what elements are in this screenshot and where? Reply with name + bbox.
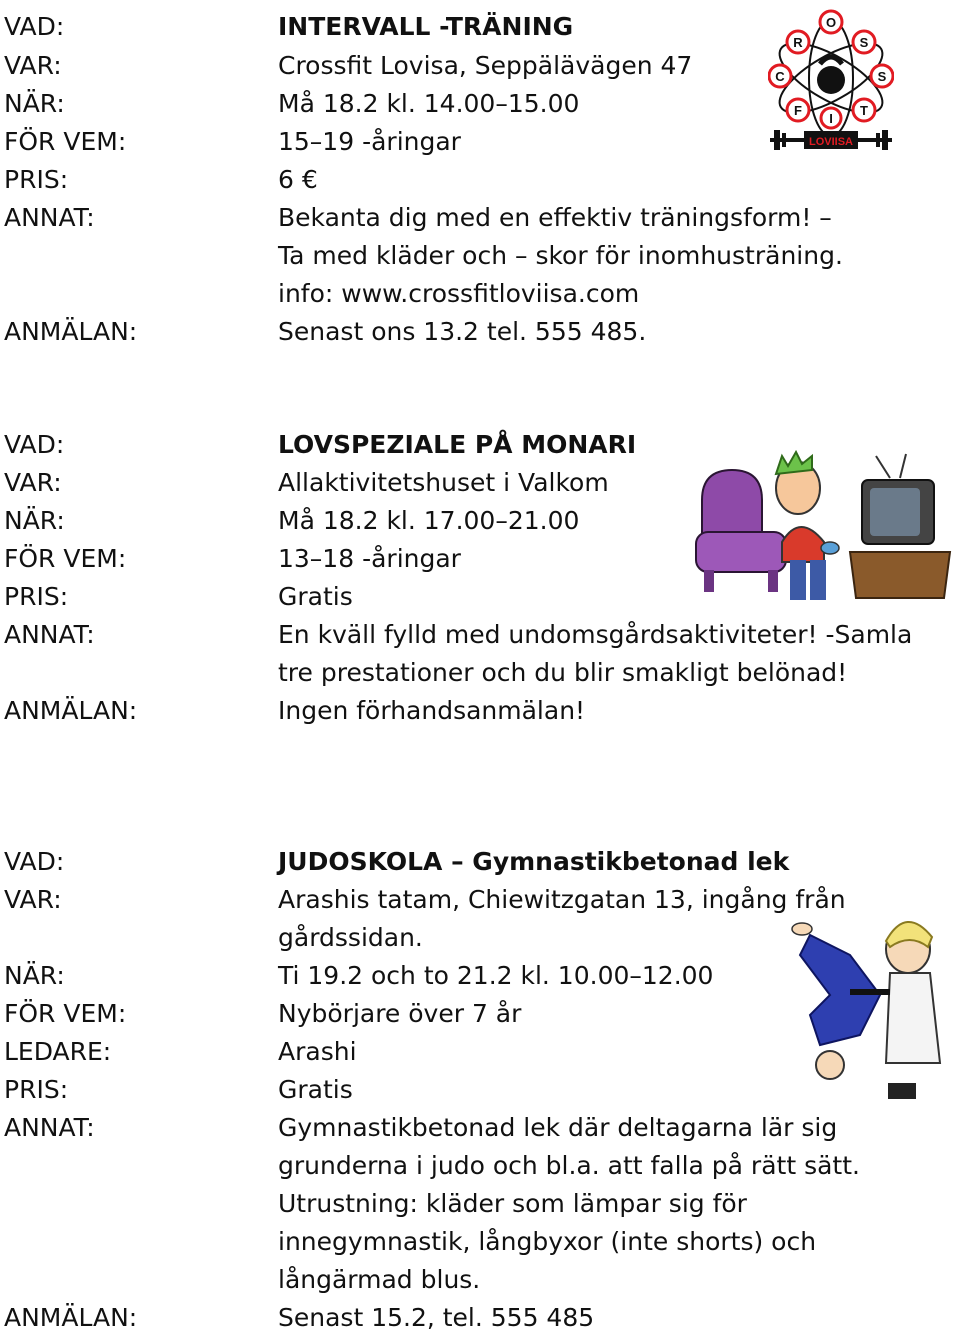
- logo-letter-i: I: [829, 111, 833, 126]
- value-annat-cont: Ta med kläder och – skor för inomhusträning.: [278, 241, 843, 270]
- value-annat-cont: Utrustning: kläder som lämpar sig för: [278, 1189, 747, 1218]
- event-title: LOVSPEZIALE PÅ MONARI: [278, 430, 637, 459]
- logo-letter-r: R: [793, 35, 803, 50]
- value-annat-cont: grunderna i judo och bl.a. att falla på rätt sätt.: [278, 1151, 860, 1180]
- label-pris: PRIS:: [4, 165, 69, 194]
- value-anmalan: Senast 15.2, tel. 555 485: [278, 1303, 595, 1332]
- label-var: VAR:: [4, 468, 62, 497]
- armchair-icon: [696, 470, 786, 592]
- value-var: Crossfit Lovisa, Seppälävägen 47: [278, 51, 693, 80]
- value-annat-cont: innegymnastik, långbyxor (inte shorts) och: [278, 1227, 817, 1256]
- value-var-cont: gårdssidan.: [278, 923, 423, 952]
- label-annat: ANNAT:: [4, 1113, 95, 1142]
- value-for-vem: 15–19 -åringar: [278, 127, 461, 156]
- label-pris: PRIS:: [4, 582, 69, 611]
- value-annat: En kväll fylld med undomsgårdsaktiviteter! -Samla: [278, 620, 913, 649]
- value-nar: Må 18.2 kl. 17.00–21.00: [278, 506, 580, 535]
- logo-text: LOVIISA: [808, 136, 854, 148]
- label-for-vem: FÖR VEM:: [4, 127, 127, 156]
- judoka-blue: [792, 923, 890, 1079]
- label-pris: PRIS:: [4, 1075, 69, 1104]
- label-ledare: LEDARE:: [4, 1037, 112, 1066]
- gamer-cartoon-illustration: [690, 450, 952, 620]
- logo-letter-t: T: [860, 103, 868, 118]
- event-title: JUDOSKOLA – Gymnastikbetonad lek: [278, 847, 790, 876]
- value-annat: Bekanta dig med en effektiv träningsform! –: [278, 203, 832, 232]
- value-pris: Gratis: [278, 582, 353, 611]
- label-nar: NÄR:: [4, 506, 65, 535]
- value-annat-cont: långärmad blus.: [278, 1265, 481, 1294]
- crossfit-loviisa-logo: [768, 6, 894, 158]
- label-annat: ANNAT:: [4, 203, 95, 232]
- label-anmalan: ANMÄLAN:: [4, 317, 138, 346]
- label-vad: VAD:: [4, 847, 65, 876]
- logo-letter-c: C: [775, 69, 785, 84]
- value-annat: Gymnastikbetonad lek där deltagarna lär sig: [278, 1113, 838, 1142]
- label-vad: VAD:: [4, 430, 65, 459]
- value-annat-cont: tre prestationer och du blir smakligt belönad!: [278, 658, 848, 687]
- label-nar: NÄR:: [4, 89, 65, 118]
- boy-character: [776, 452, 839, 600]
- label-var: VAR:: [4, 885, 62, 914]
- logo-letter-o: O: [825, 15, 837, 30]
- label-nar: NÄR:: [4, 961, 65, 990]
- value-anmalan: Ingen förhandsanmälan!: [278, 696, 586, 725]
- event-title: INTERVALL -TRÄNING: [278, 12, 574, 41]
- judoka-white: [886, 922, 940, 1099]
- label-for-vem: FÖR VEM:: [4, 544, 127, 573]
- value-nar: Ti 19.2 och to 21.2 kl. 10.00–12.00: [278, 961, 714, 990]
- logo-letter-s: S: [859, 35, 869, 50]
- label-vad: VAD:: [4, 12, 65, 41]
- value-pris: Gratis: [278, 1075, 353, 1104]
- label-var: VAR:: [4, 51, 62, 80]
- television-icon: [850, 454, 950, 598]
- label-anmalan: ANMÄLAN:: [4, 1303, 138, 1332]
- value-pris: 6 €: [278, 165, 318, 194]
- value-for-vem: 13–18 -åringar: [278, 544, 461, 573]
- judo-cartoon-illustration: [790, 905, 960, 1115]
- value-nar: Må 18.2 kl. 14.00–15.00: [278, 89, 580, 118]
- label-for-vem: FÖR VEM:: [4, 999, 127, 1028]
- logo-letter-s2: S: [877, 69, 887, 84]
- value-for-vem: Nybörjare över 7 år: [278, 999, 522, 1028]
- kettlebell-icon: [817, 57, 845, 94]
- value-var: Allaktivitetshuset i Valkom: [278, 468, 609, 497]
- label-annat: ANNAT:: [4, 620, 95, 649]
- value-anmalan: Senast ons 13.2 tel. 555 485.: [278, 317, 647, 346]
- value-var: Arashis tatam, Chiewitzgatan 13, ingång från: [278, 885, 846, 914]
- label-anmalan: ANMÄLAN:: [4, 696, 138, 725]
- value-annat-info: info: www.crossfitloviisa.com: [278, 279, 640, 308]
- value-ledare: Arashi: [278, 1037, 357, 1066]
- logo-letter-f: F: [794, 103, 802, 118]
